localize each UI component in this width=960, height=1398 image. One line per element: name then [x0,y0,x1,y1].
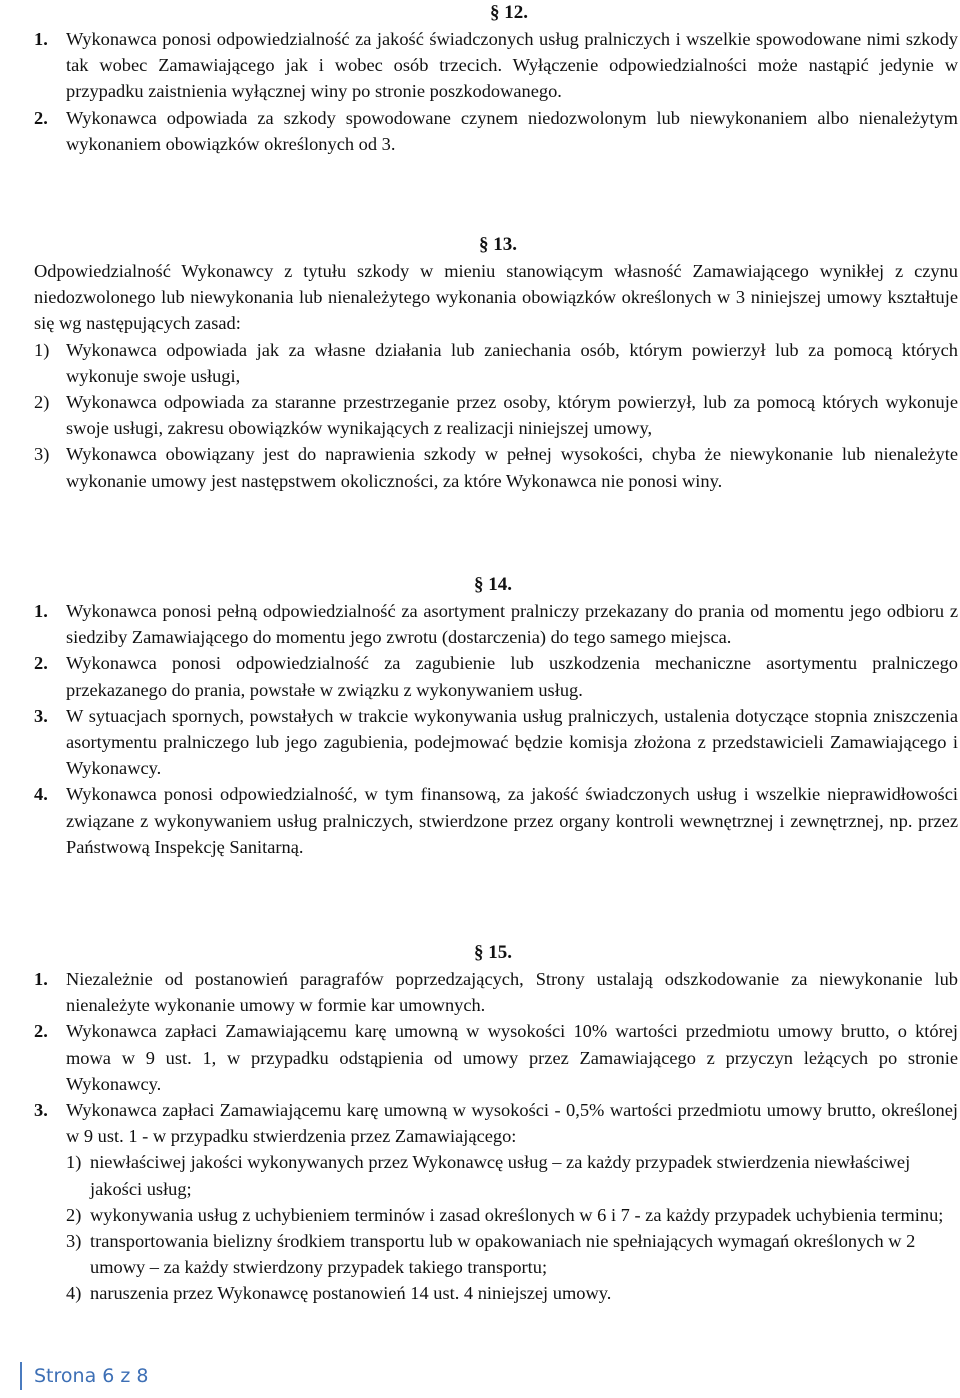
item-number: 3) [66,1231,82,1252]
section-15-item-2 [34,1018,958,1097]
section-13-item-1 [34,337,958,389]
section-13-intro: Odpowiedzialność Wykonawcy z tytułu szkody w mieniu stanowiącym własność Zamawiającego wynikłej z czynu niedozwolonego lub niewykonania lub nienależytego wykonania obowiązków określonych w 3 niniejszej umowy kształtuje się wg następujących zasad: [34,261,958,334]
item-text: Wykonawca ponosi odpowiedzialność, w tym finansową, za jakość świadczonych usług i wszelkie nieprawidłowości związane z wykonywaniem usług pralniczych, stwierdzone przez organy kontroli wewnętrznej i zewnętrznej, np. przez Państwową Inspekcję Sanitarną. [66,784,958,857]
item-text: Wykonawca ponosi odpowiedzialność za zagubienie lub uszkodzenia mechaniczne asortymentu pralniczego przekazanego do prania, powstałe w związku z wykonywaniem usług. [66,653,958,700]
item-number: 1. [34,969,48,989]
section-symbol: § [479,234,489,255]
section-13-heading: § 13. [479,234,517,255]
item-number: 3) [34,444,50,465]
item-number: 1) [66,1152,82,1173]
section-12-item-1 [34,26,958,105]
item-number: 1) [34,339,50,360]
section-12-heading: § 12. [490,2,528,23]
item-number: 4) [66,1283,82,1304]
item-text: Wykonawca odpowiada za szkody spowodowane czynem niedozwolonym lub niewykonaniem albo nienależytym wykonaniem obowiązków określonych od 3. [66,107,958,154]
item-number: 3. [34,1100,48,1121]
item-number: 3. [34,705,48,726]
section-12-item-2 [34,105,958,157]
section-13-item-2 [34,389,958,441]
item-text: Wykonawca zapłaci Zamawiającemu karę umowną w wysokości 10% wartości przedmiotu umowy brutto, o której mowa w 9 ust. 1, w przypadku odstąpienia od umowy przez Zamawiającego z przyczyn leżących po stronie Wykonawcy. [66,1021,958,1094]
section-symbol: § [490,2,500,23]
section-13 [34,232,958,494]
section-15-subitem-1 [66,1149,958,1201]
section-14-heading: § 14. [474,574,512,595]
item-number: 1. [34,29,48,49]
section-symbol: § [474,942,484,963]
item-number: 2) [34,392,50,413]
item-text: Niezależnie od postanowień paragrafów poprzedzających, Strony ustalają odszkodowanie za niewykonanie lub nienależyte wykonanie umowy w formie kar umownych. [66,969,958,1016]
section-15-heading: § 15. [474,942,512,963]
section-14-item-3 [34,703,958,782]
item-text: wykonywania usług z uchybieniem terminów i zasad określonych w 6 i 7 - za każdy przypadek uchybienia terminu; [90,1204,944,1225]
page-footer [20,1362,148,1390]
section-14-item-4 [34,781,958,860]
item-text: Wykonawca ponosi pełną odpowiedzialność za asortyment pralniczy przekazany do prania od momentu jego odbioru z siedziby Zamawiającego do momentu jego zwrotu (dostarczenia) do tego samego miejsca. [66,601,958,648]
item-text: Wykonawca obowiązany jest do naprawienia szkody w pełnej wysokości, chyba że niewykonanie lub nienależyte wykonanie umowy jest następstwem okoliczności, za które Wykonawca nie ponosi winy. [66,444,958,491]
item-text: transportowania bielizny środkiem transportu lub w opakowaniach nie spełniających wymagań określonych w 2 umowy – za każdy stwierdzony przypadek takiego transportu; [90,1231,916,1278]
item-text: naruszenia przez Wykonawcę postanowień 14 ust. 4 niniejszej umowy. [90,1283,612,1304]
item-number: 1. [34,601,48,621]
section-14-item-2 [34,650,958,702]
section-12 [34,0,958,157]
section-14 [34,572,958,860]
page-number-label: Strona 6 z 8 [34,1365,149,1387]
item-text: Wykonawca zapłaci Zamawiającemu karę umowną w wysokości - 0,5% wartości przedmiotu umowy brutto, określonej w 9 ust. 1 - w przypadku stwierdzenia przez Zamawiającego: [66,1100,958,1147]
section-13-item-3 [34,441,958,493]
item-text: Wykonawca ponosi odpowiedzialność za jakość świadczonych usług pralniczych i wszelkie spowodowane nimi szkody tak wobec Zamawiającego jak i wobec osób trzecich. Wyłączenie odpowiedzialności może nastąpić jedynie w przypadku zaistnienia wyłącznej winy po stronie poszkodowanego. [66,29,958,102]
section-15-item-3 [34,1097,958,1149]
section-15 [34,940,958,1307]
item-number: 2) [66,1204,82,1225]
section-15-subitem-3 [66,1228,958,1280]
item-text: W sytuacjach spornych, powstałych w trakcie wykonywania usług pralniczych, ustalenia dotyczące stopnia zniszczenia asortymentu pralniczego lub jego zagubienia, podejmować będzie komisja złożona z przedstawicieli Zamawiającego i Wykonawcy. [66,705,958,779]
section-15-subitem-2 [66,1202,958,1228]
item-number: 2. [34,1021,48,1042]
section-14-item-1 [34,598,958,650]
item-number: 2. [34,653,48,674]
section-15-item-1 [34,966,958,1018]
item-text: niewłaściwej jakości wykonywanych przez Wykonawcę usług – za każdy przypadek stwierdzenia niewłaściwej jakości usług; [90,1152,911,1199]
section-15-subitems [34,1149,958,1306]
item-text: Wykonawca odpowiada jak za własne działania lub zaniechania osób, którym powierzył lub za pomocą których wykonuje swoje usługi, [66,339,958,386]
item-text: Wykonawca odpowiada za staranne przestrzeganie przez osoby, którym powierzył, lub za pomocą których wykonuje swoje usługi, zakresu obowiązków wynikających z realizacji niniejszej umowy, [66,392,958,439]
section-15-subitem-4 [66,1280,958,1306]
section-symbol: § [474,574,484,595]
item-number: 2. [34,107,48,128]
item-number: 4. [34,784,48,805]
